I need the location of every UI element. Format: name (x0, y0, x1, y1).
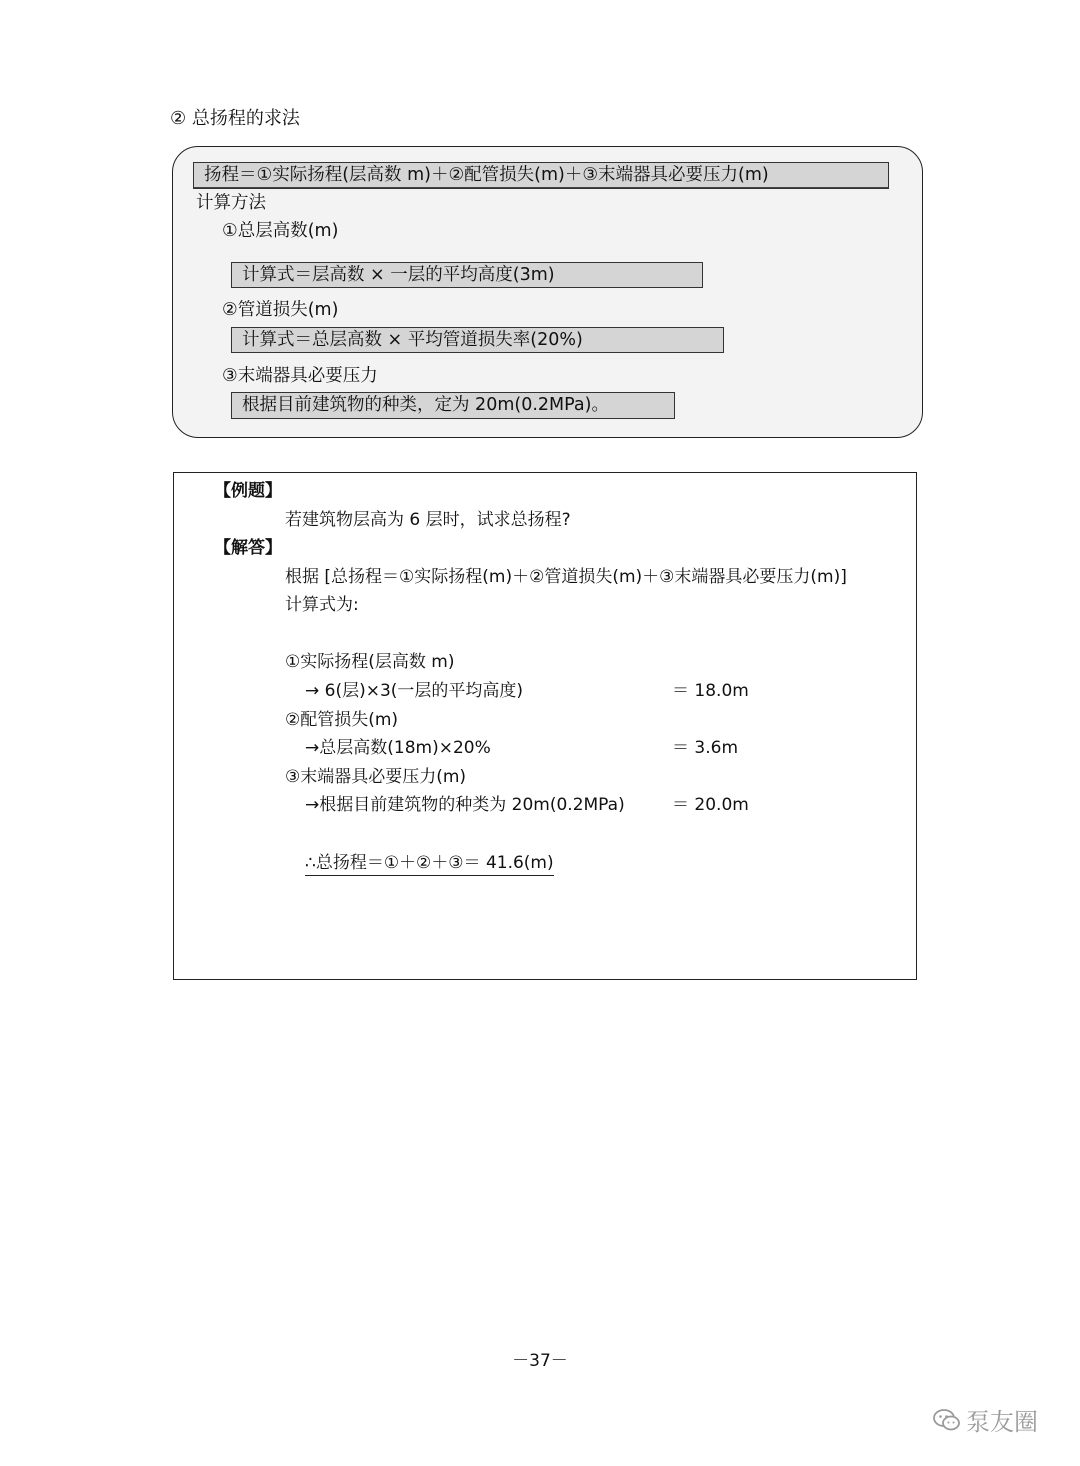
calc-intro: 计算式为: (285, 595, 359, 615)
example-question: 若建筑物层高为 6 层时，试求总扬程? (285, 510, 571, 530)
total-result: ∴总扬程＝①＋②＋③＝ 41.6(m) (305, 852, 554, 876)
item3-formula-box: 根据目前建筑物的种类，定为 20m(0.2MPa)。 (231, 392, 675, 419)
step1-calc: → 6(层)×3(一层的平均高度) (305, 681, 524, 701)
item2-formula-box: 计算式＝总层高数 × 平均管道损失率(20%) (231, 327, 724, 353)
step1-result: ＝ 18.0m (672, 681, 749, 701)
method-label: 计算方法 (196, 193, 266, 213)
head-formula-box: 扬程＝①实际扬程(层高数 m)＋②配管损失(m)＋③末端器具必要压力(m) (193, 162, 889, 189)
step2-result: ＝ 3.6m (672, 738, 738, 758)
step3-result: ＝ 20.0m (672, 795, 749, 815)
section-title: ② 总扬程的求法 (170, 108, 300, 129)
wechat-icon (932, 1408, 962, 1432)
step2-calc: →总层高数(18m)×20% (305, 738, 491, 758)
item1-label: ①总层高数(m) (222, 221, 339, 241)
step1-label: ①实际扬程(层高数 m) (285, 652, 455, 672)
watermark-logo (932, 1402, 1038, 1437)
step3-calc: →根据目前建筑物的种类为 20m(0.2MPa) (305, 795, 625, 815)
logo-text: 泵友圈 (966, 1408, 1038, 1436)
item3-label: ③末端器具必要压力 (222, 366, 378, 386)
item2-label: ②管道损失(m) (222, 300, 339, 320)
item1-formula-box: 计算式＝层高数 × 一层的平均高度(3m) (231, 262, 703, 288)
example-label: 【例题】 (214, 481, 282, 501)
step2-label: ②配管损失(m) (285, 710, 399, 730)
answer-basis: 根据 [总扬程＝①实际扬程(m)＋②管道损失(m)＋③末端器具必要压力(m)] (285, 567, 847, 587)
step3-label: ③末端器具必要压力(m) (285, 767, 467, 787)
answer-label: 【解答】 (214, 538, 282, 558)
page-number: －37－ (512, 1351, 568, 1371)
